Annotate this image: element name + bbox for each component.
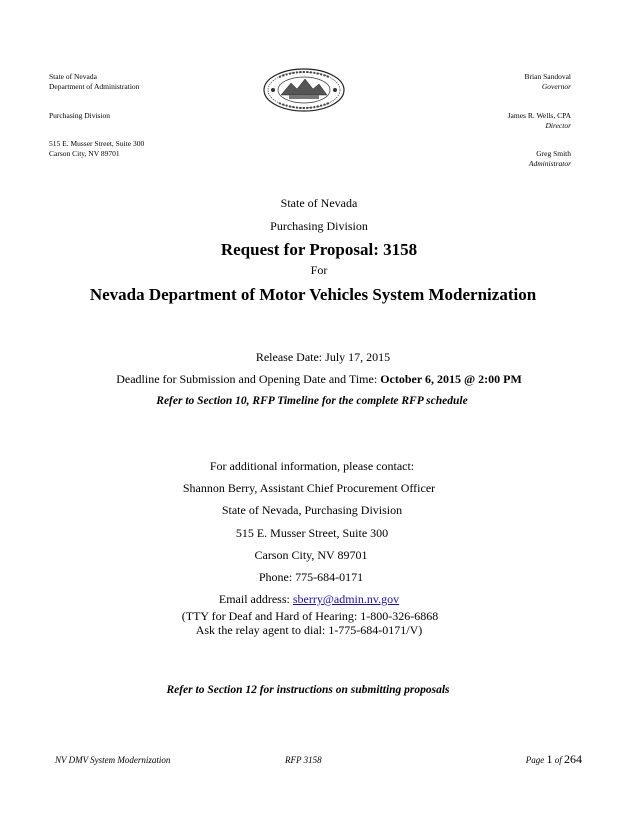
release-date: Release Date: July 17, 2015 bbox=[255, 350, 391, 364]
deadline-line bbox=[0, 372, 638, 387]
letterhead-department: Department of Administration bbox=[49, 82, 140, 91]
timeline-note: Refer to Section 10, RFP Timeline for the complete RFP schedule bbox=[156, 395, 468, 407]
letterhead-division: Purchasing Division bbox=[49, 111, 111, 120]
footer-page bbox=[526, 752, 582, 767]
director-title: Director bbox=[545, 121, 571, 130]
director-name: James R. Wells, CPA bbox=[507, 111, 571, 120]
submission-note: Refer to Section 12 for instructions on submitting proposals bbox=[166, 684, 450, 696]
letterhead-right bbox=[508, 72, 571, 169]
contact-city: Carson City, NV 89701 bbox=[254, 548, 368, 562]
email-link[interactable]: sberry@admin.nv.gov bbox=[292, 592, 400, 606]
letterhead-left bbox=[49, 72, 144, 159]
footer-of-label: of bbox=[552, 755, 564, 765]
contact-relay: Ask the relay agent to dial: 1-775-684-0171/V) bbox=[195, 623, 423, 637]
project-title: Nevada Department of Motor Vehicles System Modernization bbox=[89, 285, 537, 304]
contact-intro: For additional information, please contact: bbox=[209, 459, 415, 473]
rfp-title: Request for Proposal: 3158 bbox=[220, 240, 418, 259]
deadline-label: Deadline for Submission and Opening Date and Time: bbox=[116, 372, 381, 386]
footer-page-number: 1 bbox=[546, 752, 553, 766]
governor-title: Governor bbox=[541, 82, 571, 91]
administrator-title: Administrator bbox=[528, 159, 571, 168]
governor-name: Brian Sandoval bbox=[524, 72, 571, 81]
contact-name: Shannon Berry, Assistant Chief Procurement Officer bbox=[182, 481, 436, 495]
title-for: For bbox=[310, 263, 328, 277]
contact-phone: Phone: 775-684-0171 bbox=[258, 570, 364, 584]
administrator-name: Greg Smith bbox=[536, 149, 571, 158]
contact-org: State of Nevada, Purchasing Division bbox=[221, 503, 403, 517]
nevada-state-seal-icon bbox=[261, 67, 347, 113]
footer-center: RFP 3158 bbox=[285, 755, 322, 765]
email-label: Email address: bbox=[218, 592, 293, 606]
letterhead-address-line2: Carson City, NV 89701 bbox=[49, 149, 120, 158]
letterhead-state: State of Nevada bbox=[49, 72, 97, 81]
title-division: Purchasing Division bbox=[270, 219, 368, 233]
title-state: State of Nevada bbox=[280, 196, 358, 210]
contact-street: 515 E. Musser Street, Suite 300 bbox=[235, 526, 389, 540]
contact-tty: (TTY for Deaf and Hard of Hearing: 1-800-326-6868 bbox=[181, 609, 439, 623]
footer-page-total: 264 bbox=[564, 752, 582, 766]
footer-left: NV DMV System Modernization bbox=[55, 755, 171, 765]
footer-page-label: Page bbox=[525, 755, 547, 765]
contact-email-line bbox=[0, 592, 628, 607]
letterhead-address-line1: 515 E. Musser Street, Suite 300 bbox=[49, 139, 145, 148]
deadline-value: October 6, 2015 @ 2:00 PM bbox=[380, 372, 522, 386]
